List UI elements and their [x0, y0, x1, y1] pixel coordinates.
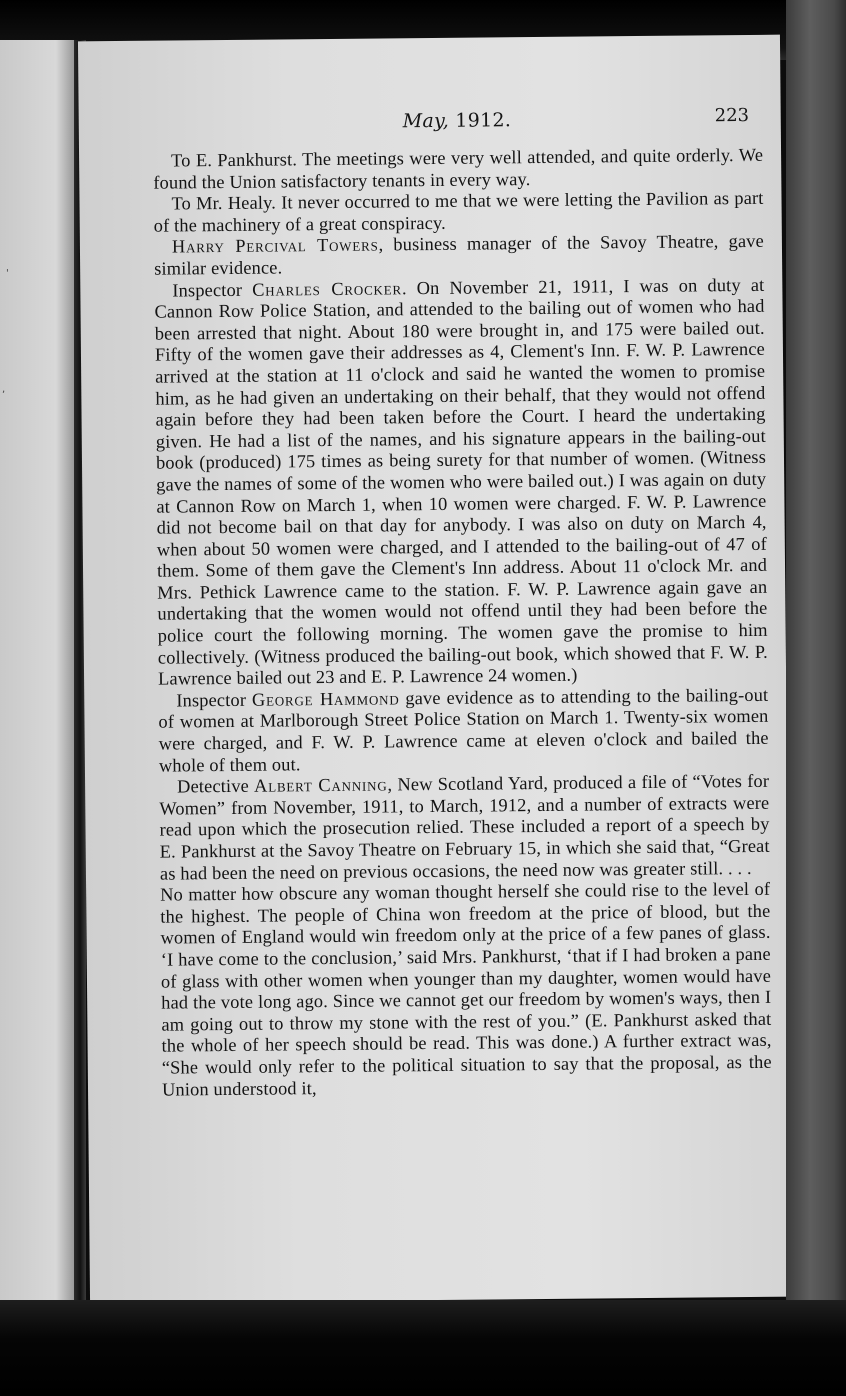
- paragraph-pankhurst-examination: [153, 145, 763, 194]
- scan-bottom-shadow: [0, 1300, 846, 1396]
- paragraph-text: gave evidence as to attending to the bailing-out of women at Marlborough Street Police Station on March 1. Twenty-six women were charged, and F. W. P. Lawrence came at eleven o'clock and bailed the whole of them out.: [158, 684, 769, 776]
- page-stack-edge: [786, 0, 846, 1330]
- paragraph-canning-evidence: [159, 771, 770, 885]
- paragraph-towers-evidence: [154, 231, 764, 280]
- page-body: [153, 145, 772, 1101]
- witness-rank: Inspector: [172, 279, 253, 301]
- paragraph-hammond-evidence: [158, 685, 769, 777]
- paragraph-speech-extract: [160, 879, 772, 1101]
- paragraph-healy-examination: [153, 188, 763, 237]
- page-number: 223: [714, 104, 750, 127]
- running-head: [403, 109, 512, 132]
- witness-rank: Detective: [177, 775, 255, 797]
- paragraph-text: To E. Pankhurst. The meetings were very well attended, and quite orderly. We found the Union satisfactory tenants in every way.: [153, 144, 764, 193]
- witness-name: George Hammond: [251, 688, 400, 710]
- witness-name: Harry Percival Towers: [171, 234, 379, 257]
- paragraph-text: , business manager of the Savoy Theatre, gave similar evidence.: [154, 231, 765, 279]
- running-head-year: 1912.: [455, 109, 512, 132]
- paragraph-text: To Mr. Healy. It never occurred to me that we were letting the Pavilion as part of the machinery of a great conspiracy.: [153, 188, 764, 236]
- paragraph-text: No matter how obscure any woman thought herself she could rise to the level of the highest. The people of China won freedom at the price of blood, but the women of England would win freedom only at the price of a few panes of glass. ‘I have come to the conclusion,’ said Mrs. Pankhurst, ‘that if I had broken a pane of glass with other women when younger than my daughter, women would have had the vote long ago. Since we cannot get our freedom by women's ways, then I am going out to throw my stone with the rest of you.” (E. Pankhurst asked that the whole of her speech should be read. This was done.) A further extract was, “She would only refer to the political situation to say that the proposal, as the Union understood it,: [160, 878, 772, 1100]
- margin-mark: ': [6, 268, 9, 279]
- paragraph-text: , New Scotland Yard, produced a file of “Votes for Women” from November, 1911, to March, 1912, and a number of extracts were read upon which the prosecution relied. These included a report of a speech by E. Pankhurst at the Savoy Theatre on February 15, in which she said that, “Great as had been the need on previous occasions, the need now was greater still. . . .: [159, 771, 770, 884]
- paragraph-text: . On November 21, 1911, I was on duty at Cannon Row Police Station, and attended to the bailing out of women who had been arrested that night. About 180 were brought in, and 175 were bailed out. Fifty of the women gave their addresses as 4, Clement's Inn. F. W. P. Lawrence arrived at the station at 11 o'clock and said he wanted the women to promise him, as he had given an undertaking on their behalf, that they would not offend again before they had been taken before the Court. I heard the undertaking given. He had a list of the names, and his signature appears in the bailing-out book (produced) 175 times as being surety for that number of women. (Witness gave the names of some of the women who were bailed out.) I was again on duty at Cannon Row on March 1, when 10 women were charged. F. W. P. Lawrence did not become bail on that day for anybody. I was also on duty on March 4, when about 50 women were charged, and I attended to the bailing-out of 47 of them. Some of them gave the Clement's Inn address. About 11 o'clock Mr. and Mrs. Pethick Lawrence came to the station. F. W. P. Lawrence again gave an undertaking that the women would not offend until they had been before the police court the following morning. The women gave the promise to him collectively. (Witness produced the bailing-out book, which showed that F. W. P. Lawrence bailed out 23 and E. P. Lawrence 24 women.): [154, 274, 768, 689]
- witness-name: Charles Crocker: [252, 277, 402, 300]
- page-header: [145, 104, 750, 139]
- book-page: [78, 35, 792, 1304]
- witness-rank: Inspector: [176, 689, 253, 711]
- running-head-month: May,: [402, 109, 450, 133]
- margin-mark: ,: [2, 384, 6, 395]
- paragraph-crocker-evidence: [154, 274, 768, 690]
- facing-page-edge: [0, 40, 80, 1308]
- witness-name: Albert Canning: [253, 774, 388, 796]
